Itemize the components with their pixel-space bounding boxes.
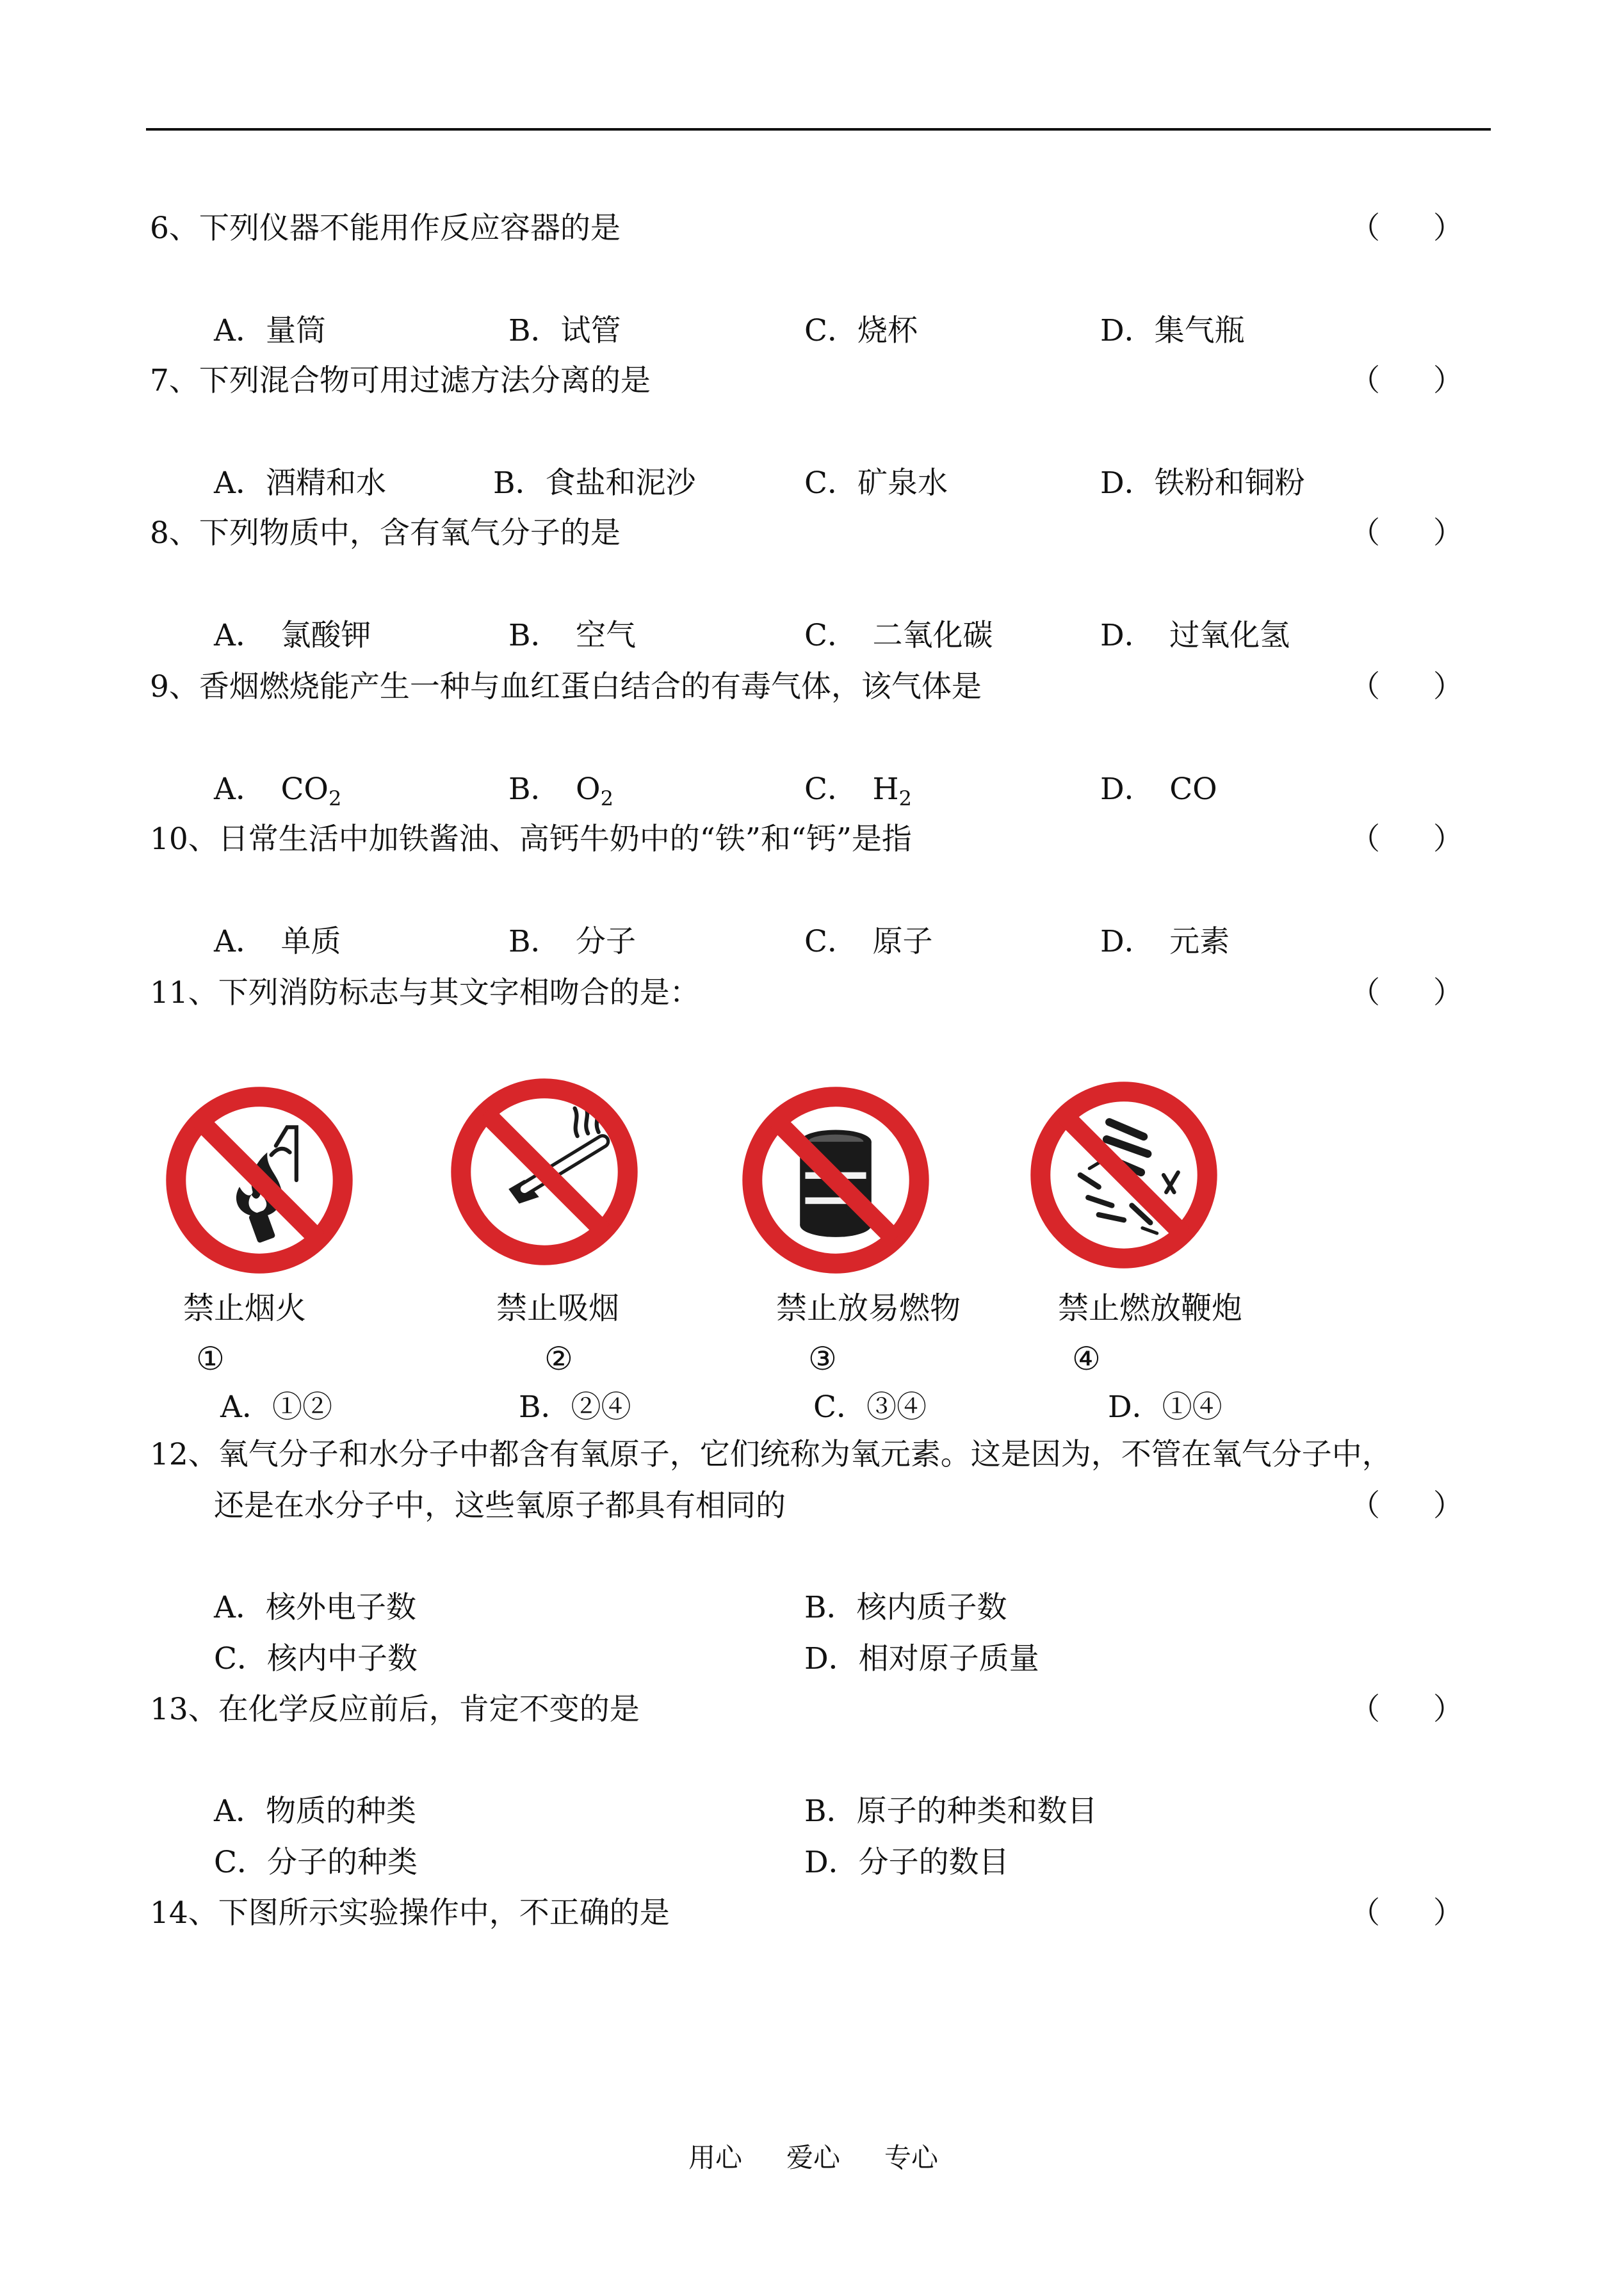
q7-stem: 7、下列混合物可用过滤方法分离的是 xyxy=(150,363,651,398)
q12-option-b: B．核内质子数 xyxy=(804,1590,1007,1625)
sign-caption-3: 禁止放易燃物 xyxy=(776,1290,961,1326)
q13-option-b: B．原子的种类和数目 xyxy=(804,1794,1098,1829)
q10-stem: 10、日常生活中加铁酱油、高钙牛奶中的“铁”和“钙”是指 xyxy=(150,822,912,857)
q7-option-d: D．铁粉和铜粉 xyxy=(1100,466,1305,501)
q12-stem-line1: 12、氧气分子和水分子中都含有氧原子，它们统称为氧元素。这是因为，不管在氧气分子中， xyxy=(150,1437,1392,1472)
q10-option-d: D． 元素 xyxy=(1100,924,1230,959)
q12-option-d: D．相对原子质量 xyxy=(804,1641,1039,1676)
q6-option-a: A．量筒 xyxy=(214,313,326,348)
q9-option-b: B． $O_2$ xyxy=(508,772,613,811)
q8-option-d: D． 过氧化氢 xyxy=(1100,618,1290,653)
footer-text-3: 专心 xyxy=(884,2142,939,2173)
no-firecrackers-icon xyxy=(1025,1076,1223,1274)
q8-option-b: B． 空气 xyxy=(508,618,637,653)
footer-text-2: 爱心 xyxy=(786,2142,841,2173)
q9-option-c: C． $H_2$ xyxy=(804,772,912,811)
sign-number-4: ④ xyxy=(1072,1340,1101,1377)
q8-option-c: C． 二氧化碳 xyxy=(804,618,993,653)
no-fire-icon xyxy=(160,1081,359,1279)
q11-option-d: D．①④ xyxy=(1108,1390,1222,1425)
q11-option-b: B．②④ xyxy=(519,1390,631,1425)
footer-text-1: 用心 xyxy=(688,2142,743,2173)
q6-option-b: B．试管 xyxy=(508,313,621,348)
q7-option-a: A．酒精和水 xyxy=(214,466,386,501)
q13-stem: 13、在化学反应前后，肯定不变的是 xyxy=(150,1692,640,1727)
q13-option-a: A．物质的种类 xyxy=(214,1794,416,1829)
sign-number-2: ② xyxy=(544,1340,573,1377)
q13-option-c: C．分子的种类 xyxy=(214,1845,418,1880)
q7-option-b: B．食盐和泥沙 xyxy=(493,466,696,501)
sign-caption-2: 禁止吸烟 xyxy=(496,1290,620,1326)
q10-option-b: B． 分子 xyxy=(508,924,637,959)
q11-stem: 11、下列消防标志与其文字相吻合的是： xyxy=(150,975,700,1010)
q8-stem: 8、下列物质中，含有氧气分子的是 xyxy=(150,515,621,551)
q9-stem: 9、香烟燃烧能产生一种与血红蛋白结合的有毒气体，该气体是 xyxy=(150,669,982,704)
q9-option-a: A． $CO_2$ xyxy=(214,772,342,811)
q10-option-a: A． 单质 xyxy=(214,924,341,959)
q11-option-c: C．③④ xyxy=(813,1390,927,1425)
q9-option-d: D． CO xyxy=(1100,772,1217,807)
q14-stem: 14、下图所示实验操作中，不正确的是 xyxy=(150,1895,670,1931)
q6-option-d: D．集气瓶 xyxy=(1100,313,1245,348)
sign-number-3: ③ xyxy=(808,1340,837,1377)
q7-option-c: C．矿泉水 xyxy=(804,466,948,501)
no-smoking-icon xyxy=(445,1073,644,1271)
q6-stem: 6、下列仪器不能用作反应容器的是 xyxy=(150,211,621,246)
q12-stem-line2: 还是在水分子中，这些氧原子都具有相同的 xyxy=(214,1488,786,1523)
header-rule xyxy=(146,128,1491,131)
q8-option-a: A． 氯酸钾 xyxy=(214,618,371,653)
q13-option-d: D．分子的数目 xyxy=(804,1845,1009,1880)
q12-option-a: A．核外电子数 xyxy=(214,1590,416,1625)
q10-option-c: C． 原子 xyxy=(804,924,933,959)
sign-caption-1: 禁止烟火 xyxy=(183,1290,307,1326)
q11-option-a: A．①② xyxy=(220,1390,332,1425)
no-flammables-icon xyxy=(736,1081,935,1279)
q12-option-c: C．核内中子数 xyxy=(214,1641,418,1676)
q6-option-c: C．烧杯 xyxy=(804,313,918,348)
sign-caption-4: 禁止燃放鞭炮 xyxy=(1058,1290,1243,1326)
sign-number-1: ① xyxy=(196,1340,225,1377)
